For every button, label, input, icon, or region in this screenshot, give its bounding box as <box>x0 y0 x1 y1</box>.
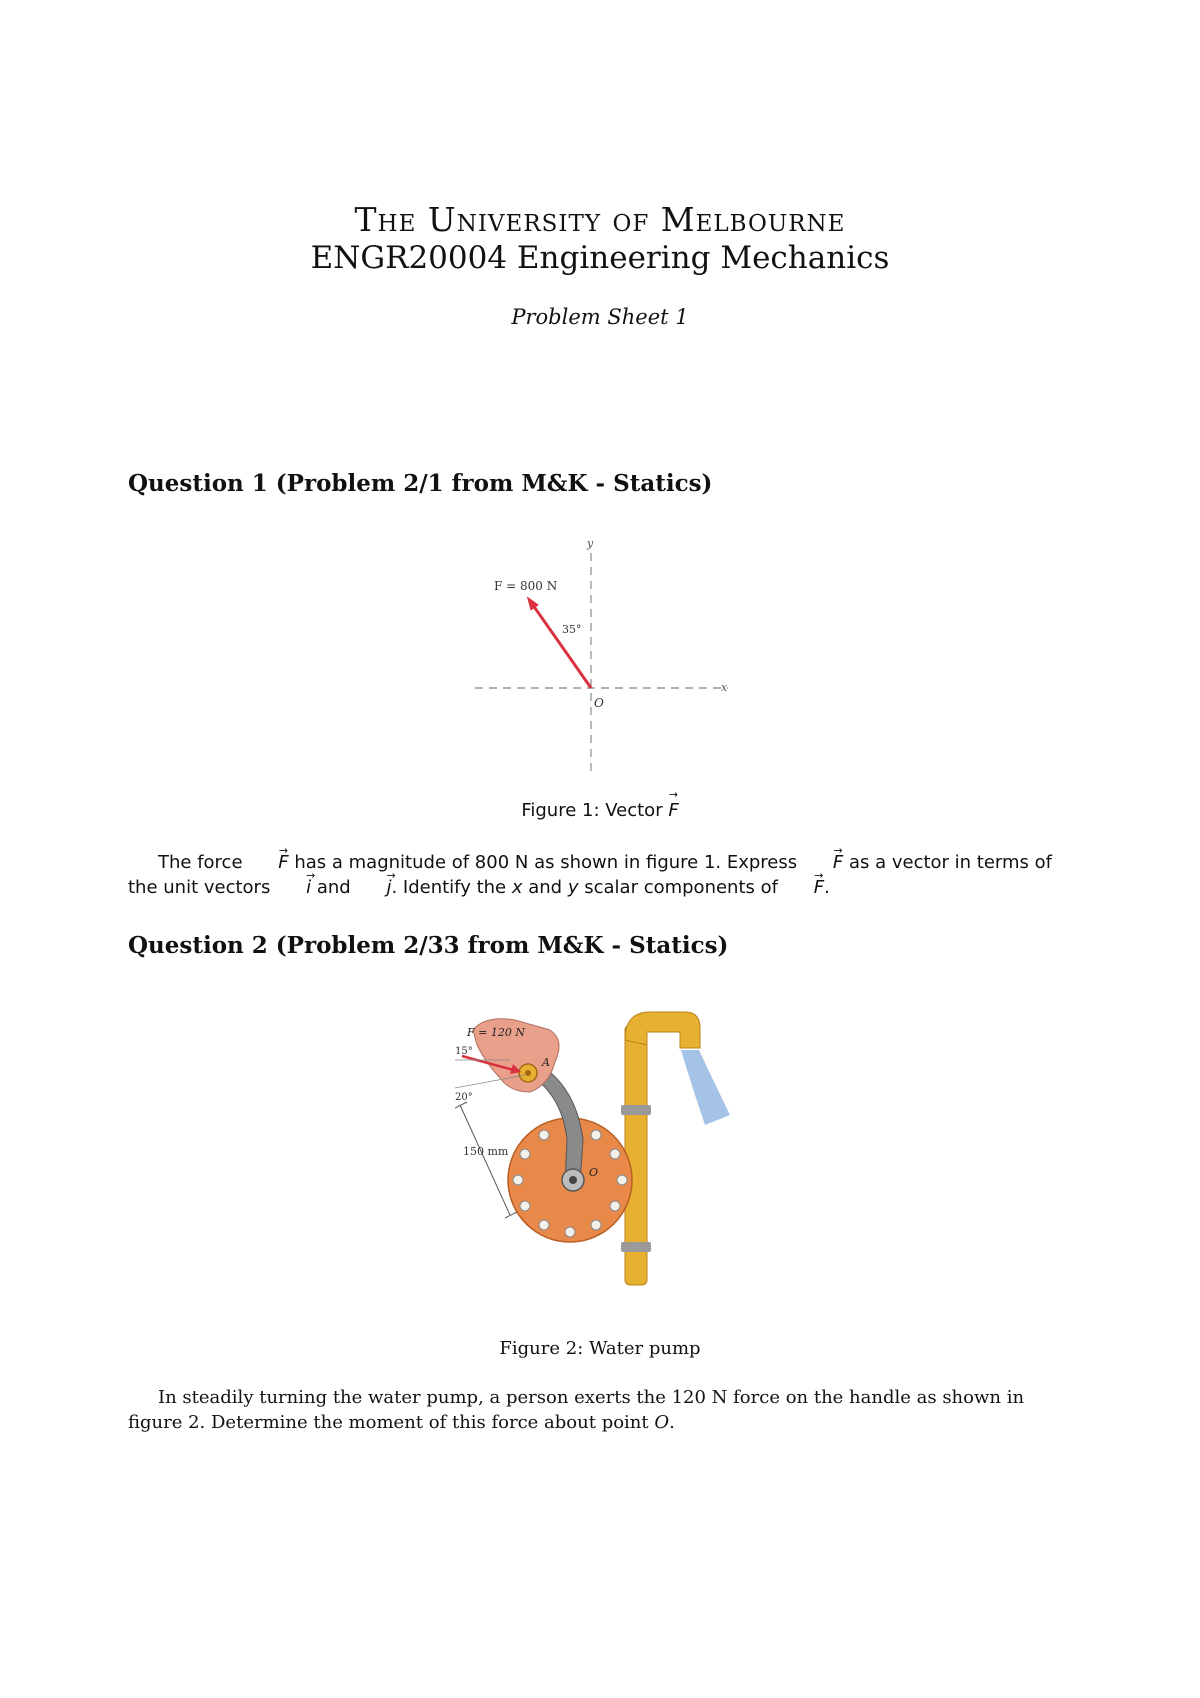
angle-label: 35° <box>562 623 582 636</box>
vector-f-symbol: → F <box>803 850 843 875</box>
x-axis-label: x <box>721 681 728 694</box>
vector-f-symbol: → F <box>248 850 288 875</box>
pipe-spout <box>625 1012 700 1048</box>
q2-text-part: In steadily turning the water pump, a person exerts the 120 N force on the handle as shown in figure 2. Determine the moment of this force about point <box>128 1387 1025 1433</box>
point-a-center <box>525 1070 531 1076</box>
q1-text-part: . <box>824 877 830 898</box>
unit-vector-j: → j <box>356 875 391 900</box>
caption-text: Figure 1: Vector <box>521 800 663 821</box>
figure-2-water-pump <box>455 1000 765 1290</box>
figure-2-caption: Figure 2: Water pump <box>499 1338 701 1359</box>
force-label: F = 800 N <box>494 579 558 593</box>
question-2-heading: Question 2 (Problem 2/33 from M&K - Statics) <box>128 932 729 959</box>
pipe-coupling-bottom <box>621 1242 651 1252</box>
y-axis-label: y <box>587 537 594 550</box>
question-1-heading: Question 1 (Problem 2/1 from M&K - Statics) <box>128 470 713 497</box>
angle-15-label: 15° <box>455 1046 473 1057</box>
question-2-text <box>128 1385 1078 1435</box>
force-120-label: F = 120 N <box>467 1026 525 1039</box>
figure-1-vector-diagram <box>470 535 740 775</box>
symbol-x: x <box>511 877 523 898</box>
q1-text-part: and <box>316 877 351 898</box>
symbol-o: O <box>654 1412 670 1433</box>
q1-text-part: scalar components of <box>584 877 778 898</box>
point-o-label: O <box>589 1166 599 1179</box>
q2-text-part: . <box>669 1412 675 1433</box>
dimension-line <box>460 1105 510 1215</box>
point-a-label: A <box>542 1056 550 1069</box>
university-title: The University of Melbourne <box>354 200 846 239</box>
unit-vector-i: → i <box>276 875 311 900</box>
dimension-tick-bottom <box>505 1212 517 1218</box>
caption-vector-f: → F <box>668 800 678 821</box>
symbol-y: y <box>567 877 579 898</box>
q1-text-part: as a vector in terms of the unit vectors <box>128 852 1052 898</box>
question-1-text <box>128 850 1078 900</box>
q1-text-part: . Identify the <box>391 877 507 898</box>
angle-20-label: 20° <box>455 1092 473 1103</box>
length-label: 150 mm <box>463 1145 509 1158</box>
vector-f-symbol: → F <box>784 875 824 900</box>
force-vector <box>532 604 591 688</box>
q1-text-part: and <box>528 877 563 898</box>
water-stream <box>681 1050 730 1125</box>
pipe-coupling-top <box>621 1105 651 1115</box>
q1-text-part: The force <box>158 852 243 873</box>
figure-1-caption <box>0 800 1200 821</box>
pivot-center <box>569 1176 577 1184</box>
course-title: ENGR20004 Engineering Mechanics <box>310 240 890 276</box>
sheet-title: Problem Sheet 1 <box>511 305 689 329</box>
q1-text-part: has a magnitude of 800 N as shown in figure 1. Express <box>294 852 798 873</box>
origin-label: O <box>594 696 604 710</box>
